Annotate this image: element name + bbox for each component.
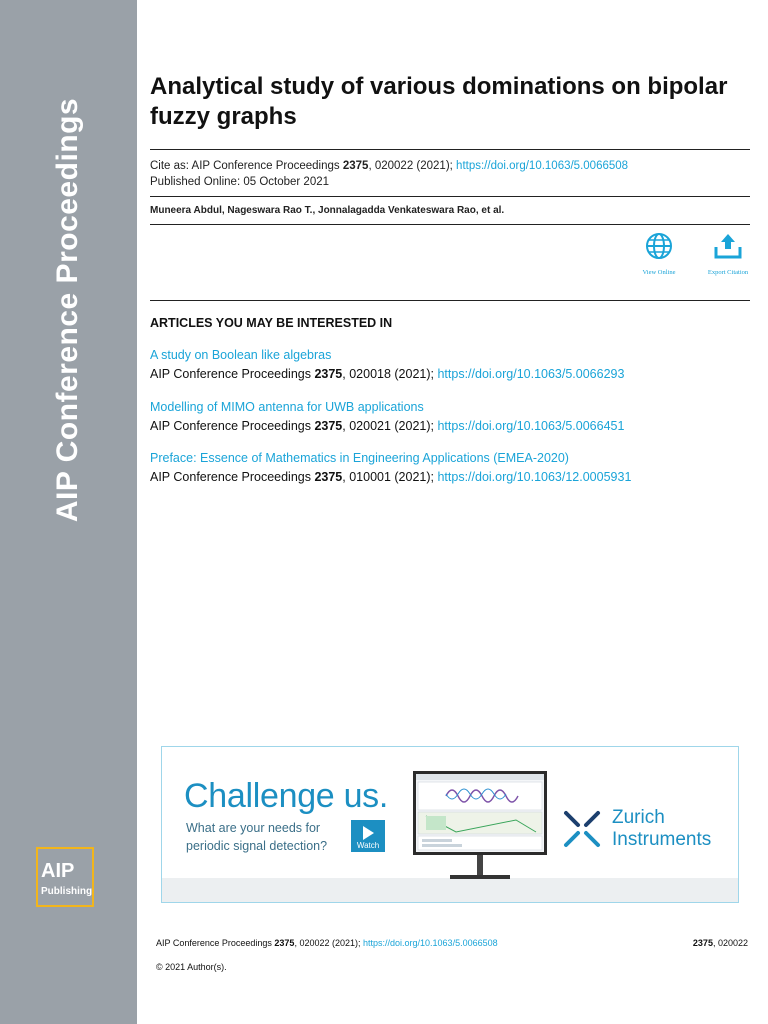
citation-block [150, 158, 628, 190]
copyright-notice: © 2021 Author(s). [156, 962, 227, 972]
export-citation-label: Export Citation [707, 269, 749, 276]
article-title: Analytical study of various dominations on bipolar fuzzy graphs [150, 73, 728, 130]
globe-icon [645, 232, 673, 260]
divider [150, 149, 750, 150]
footer-volume: 2375 [274, 938, 295, 948]
software-screenshot [416, 774, 544, 852]
footer-page-volume: 2375 [692, 938, 713, 948]
ad-brand-line: Zurich [612, 807, 665, 828]
advertisement-banner[interactable] [161, 746, 739, 903]
related-doi-link[interactable]: https://doi.org/10.1063/5.0066451 [437, 419, 625, 433]
ad-headline: Challenge us. [184, 777, 389, 815]
logo-text-aip: AIP [41, 860, 75, 882]
play-icon [363, 826, 374, 840]
view-online-button[interactable] [634, 232, 684, 276]
related-article-title-link[interactable]: Preface: Essence of Mathematics in Engineering Applications (EMEA-2020) [150, 451, 569, 465]
ad-subtext-line: What are your needs for [186, 821, 321, 835]
footer-citation [156, 938, 498, 948]
journal-title: AIP Conference Proceedings [51, 97, 84, 523]
related-source-suffix: , 020021 (2021); [342, 419, 438, 433]
zurich-instruments-logo-icon [562, 809, 602, 849]
related-volume: 2375 [314, 470, 343, 484]
cite-prefix: Cite as: AIP Conference Proceedings [150, 160, 343, 172]
related-volume: 2375 [314, 367, 343, 381]
divider [150, 196, 750, 197]
article-doi-link[interactable]: https://doi.org/10.1063/5.0066508 [456, 160, 629, 172]
divider [150, 300, 750, 301]
monitor-stand [477, 855, 483, 877]
related-volume: 2375 [314, 419, 343, 433]
divider [150, 224, 750, 225]
watch-video-button[interactable] [351, 820, 385, 852]
ad-brand-line: Instruments [612, 829, 712, 850]
related-article-title-link[interactable]: A study on Boolean like algebras [150, 348, 332, 362]
ad-bottom-band [162, 878, 738, 902]
related-article [150, 398, 624, 436]
related-doi-link[interactable]: https://doi.org/10.1063/12.0005931 [437, 470, 632, 484]
view-online-label: View Online [642, 269, 676, 276]
ad-subtext-line: periodic signal detection? [186, 839, 328, 853]
cite-suffix: , 020022 (2021); [368, 160, 457, 172]
logo-text-publishing: Publishing [41, 886, 93, 897]
related-article [150, 346, 624, 384]
footer-doi-link[interactable]: https://doi.org/10.1063/5.0066508 [363, 938, 498, 948]
monitor-base [450, 875, 510, 879]
footer-page-id [693, 938, 748, 948]
related-article-title-link[interactable]: Modelling of MIMO antenna for UWB applications [150, 400, 424, 414]
related-article [150, 449, 631, 487]
watch-label: Watch [356, 841, 380, 850]
ad-subtext [186, 819, 327, 855]
published-date: Published Online: 05 October 2021 [150, 176, 330, 188]
ad-monitor-image [413, 771, 547, 855]
cite-volume: 2375 [342, 160, 369, 172]
export-citation-button[interactable] [703, 232, 753, 276]
footer-source: AIP Conference Proceedings [156, 938, 275, 948]
journal-sidebar [0, 0, 137, 1024]
related-source: AIP Conference Proceedings [150, 367, 315, 381]
related-doi-link[interactable]: https://doi.org/10.1063/5.0066293 [437, 367, 625, 381]
related-source: AIP Conference Proceedings [150, 419, 315, 433]
related-articles-heading: ARTICLES YOU MAY BE INTERESTED IN [150, 316, 393, 330]
ad-brand-name [612, 807, 711, 851]
footer-source-suffix: , 020022 (2021); [294, 938, 363, 948]
export-icon [713, 232, 743, 260]
footer-page-number: , 020022 [712, 938, 748, 948]
aip-publishing-logo[interactable] [36, 847, 94, 907]
related-source-suffix: , 020018 (2021); [342, 367, 438, 381]
author-list[interactable]: Muneera Abdul, Nageswara Rao T., Jonnalagadda Venkateswara Rao, et al. [150, 205, 505, 216]
related-source-suffix: , 010001 (2021); [342, 470, 438, 484]
related-source: AIP Conference Proceedings [150, 470, 315, 484]
